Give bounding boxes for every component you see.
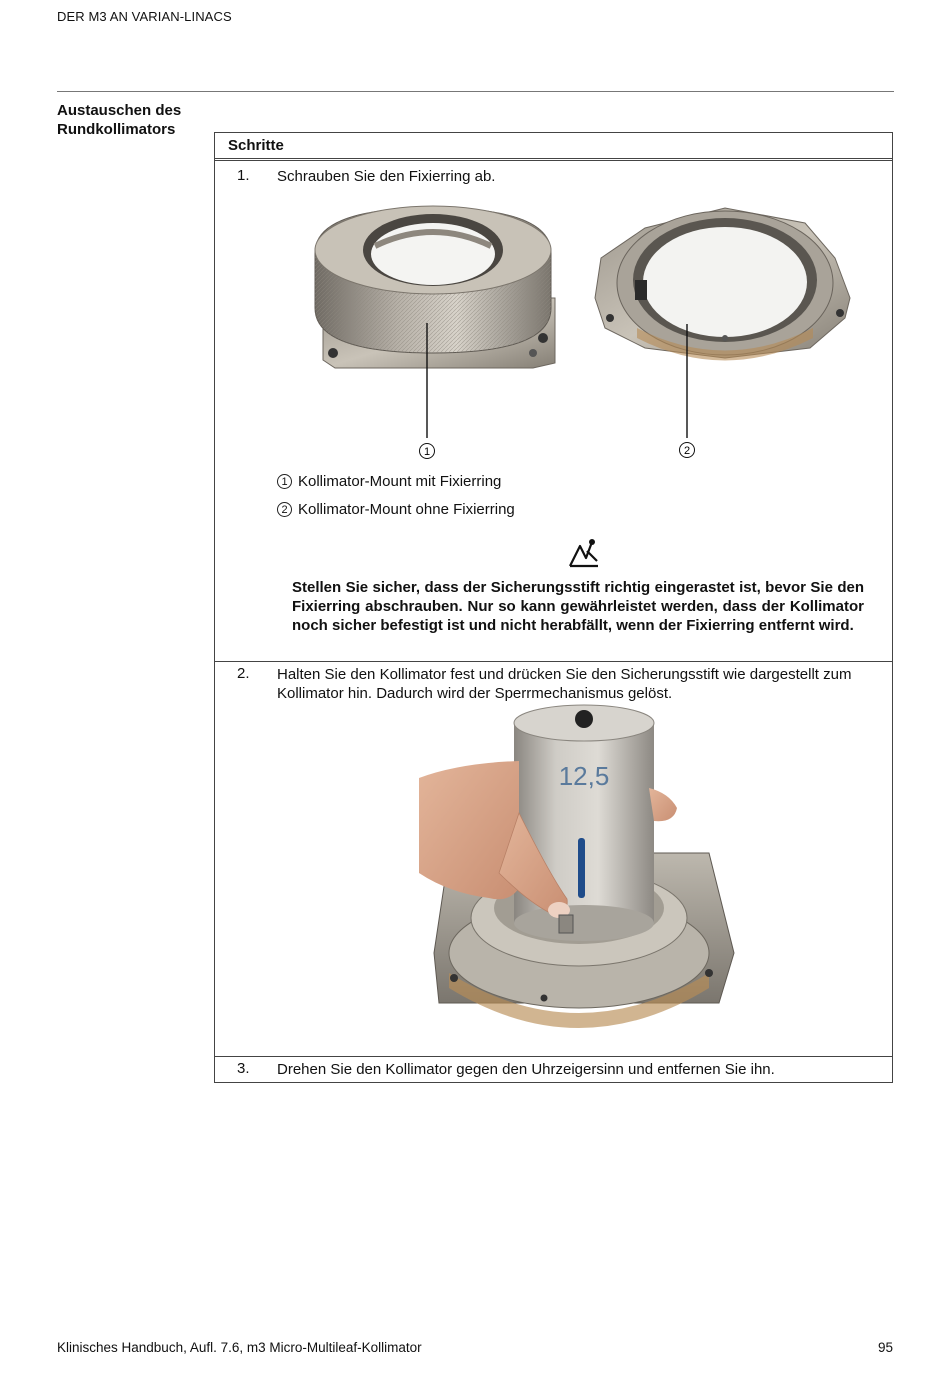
- table-header-label: Schritte: [228, 137, 284, 154]
- row-separator-2: [215, 1056, 892, 1057]
- caption-2: [277, 501, 515, 518]
- step-3-text: Drehen Sie den Kollimator gegen den Uhrzeigersinn und entfernen Sie ihn.: [277, 1061, 775, 1078]
- running-header: DER M3 AN VARIAN-LINACS: [57, 9, 232, 24]
- section-title-line-2: Rundkollimators: [57, 121, 176, 138]
- warning-text: Stellen Sie sicher, dass der Sicherungsstift richtig eingerastet ist, bevor Sie den Fixierring abschrauben. Nur so kann gewährleistet werden, dass der Kollimator noch sicher befestigt ist und nicht herabfällt, wenn der Fixierring entfernt wird.: [292, 579, 864, 634]
- steps-table: [214, 132, 893, 1083]
- table-header: [215, 133, 892, 161]
- step-1-number: 1.: [237, 167, 250, 184]
- caption-1-marker: 1: [277, 474, 292, 489]
- caption-1: [277, 473, 501, 490]
- caution-hand-icon: [567, 537, 601, 571]
- caption-2-marker: 2: [277, 502, 292, 517]
- cylinder-label: 12,5: [558, 761, 610, 791]
- step-1-text: Schrauben Sie den Fixierring ab.: [277, 168, 496, 185]
- row-separator-1: [215, 661, 892, 662]
- section-title-line-1: Austauschen des: [57, 102, 182, 119]
- callout-number-1: 1: [423, 446, 431, 458]
- caption-1-text: Kollimator-Mount mit Fixierring: [298, 473, 502, 490]
- mount-without-ring-image: [595, 208, 850, 361]
- section-title: [57, 101, 207, 139]
- mount-with-ring-image: [315, 206, 555, 368]
- figure-hand-on-collimator: [419, 703, 739, 1053]
- footer-document-title: Klinisches Handbuch, Aufl. 7.6, m3 Micro-Multileaf-Kollimator: [57, 1340, 422, 1355]
- caption-2-text: Kollimator-Mount ohne Fixierring: [298, 501, 515, 518]
- footer-page-number: 95: [877, 1340, 893, 1355]
- callout-number-2: 2: [683, 445, 691, 457]
- figure-collimator-mounts: [305, 188, 865, 468]
- step-2-text: Halten Sie den Kollimator fest und drücken Sie den Sicherungsstift wie dargestellt zum Kollimator hin. Dadurch wird der Sperrmechanismus gelöst.: [277, 666, 852, 702]
- header-rule: [57, 91, 894, 92]
- step-2-number: 2.: [237, 665, 250, 682]
- step-3-number: 3.: [237, 1060, 250, 1077]
